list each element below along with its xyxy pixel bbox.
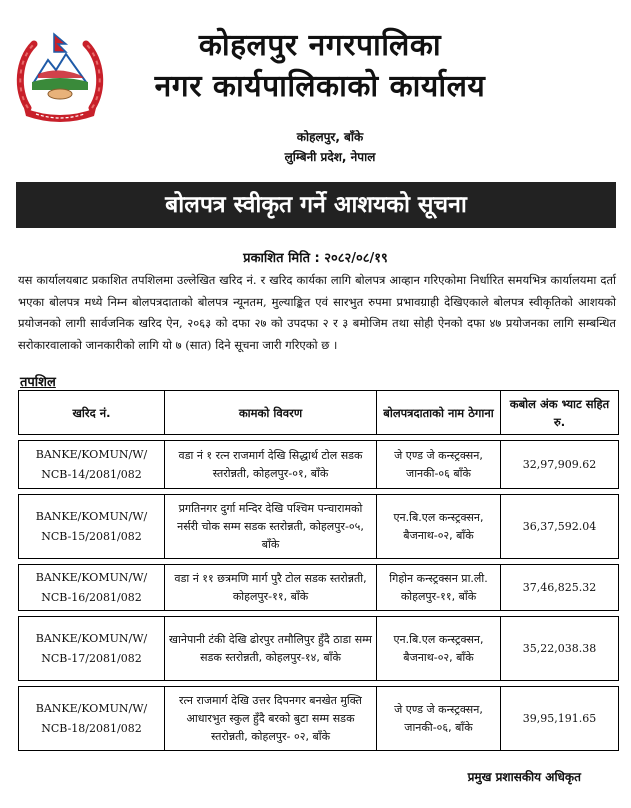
table-row: [19, 617, 619, 681]
table-header-row: [19, 391, 619, 435]
notice-body: यस कार्यालयबाट प्रकाशित तपशिलमा उल्लेखित खरिद नं. र खरिद कार्यका लागि बोलपत्र आव्हान गरिएकोमा निर्धारित समयभित्र कार्यालयमा दर्ता भएका बोलपत्र मध्ये निम्न बोलपत्रदाताको बोलपत्र न्यूनतम, मुल्याङ्कित एवं सारभुत रुपमा प्रभावग्राही देखिएकाले बोलपत्र स्वीकृतिको आशयको प्रयोजनको लागी सार्वजनिक खरिद ऐन, २०६३ को दफा २७ को उपदफा २ र ३ बमोजिम तथा सोही ऐनको दफा ४७ प्रयोजनका लागि सम्बन्धित सरोकारवालाको जानकारीको लागि यो ७ (सात) दिने सूचना जारी गरिएको छ ।: [18, 273, 616, 352]
table-row: [19, 495, 619, 559]
bid-table: [18, 390, 619, 751]
notice-title-banner: बोलपत्र स्वीकृत गर्ने आशयको सूचना: [16, 182, 616, 228]
contract-no: BANKE/KOMUN/W/ NCB-16/2081/082: [19, 565, 165, 611]
bid-amount: 37,46,825.32: [501, 565, 619, 611]
contract-no: BANKE/KOMUN/W/ NCB-17/2081/082: [19, 617, 165, 681]
office-name: नगर कार्यपालिकाको कार्यालय: [154, 69, 486, 104]
work-description: प्रगतिनगर दुर्गा मन्दिर देखि पश्चिम पन्चारामको नर्सरी चोक सम्म सडक स्तरोन्नती, कोहलपुर-०५, बाँके: [165, 495, 377, 559]
work-description: रत्न राजमार्ग देखि उत्तर दिपनगर बनखेत मुक्ति आधारभुत स्कुल हुँदै बरको बुटा सम्म सडक स्तरोन्नती, कोहलपुर- ०२, बाँके: [165, 687, 377, 751]
bidder-name: गिहोन कन्स्ट्रक्सन प्रा.ली. कोहलपुर-११, बाँके: [377, 565, 501, 611]
address-line-1: कोहलपुर, बाँके: [296, 130, 364, 144]
published-date: प्रकाशित मिति : २०८२/०८/१९: [243, 251, 388, 266]
bid-amount: 32,97,909.62: [501, 441, 619, 489]
header-amount: कबोल अंक भ्याट सहित रु.: [501, 391, 619, 435]
bidder-name: जे एण्ड जे कन्स्ट्रक्सन, जानकी-०६, बाँके: [377, 687, 501, 751]
bidder-name: एन.बि.एल कन्स्ट्रक्सन, बैजनाथ-०२, बाँके: [377, 617, 501, 681]
bid-amount: 39,95,191.65: [501, 687, 619, 751]
table-label: तपशिल: [20, 375, 56, 390]
bid-amount: 35,22,038.38: [501, 617, 619, 681]
address-line-2: लुम्बिनी प्रदेश, नेपाल: [284, 150, 376, 164]
contract-no: BANKE/KOMUN/W/ NCB-15/2081/082: [19, 495, 165, 559]
bidder-name: जे एण्ड जे कन्स्ट्रक्सन, जानकी-०६ बाँके: [377, 441, 501, 489]
nepal-emblem-logo: [14, 30, 106, 126]
header-bidder: बोलपत्रदाताको नाम ठेगाना: [377, 391, 501, 435]
header-work-description: कामको विवरण: [165, 391, 377, 435]
contract-no: BANKE/KOMUN/W/ NCB-18/2081/082: [19, 687, 165, 751]
contract-no: BANKE/KOMUN/W/ NCB-14/2081/082: [19, 441, 165, 489]
bid-amount: 36,37,592.04: [501, 495, 619, 559]
work-description: वडा नं ११ छत्रमणि मार्ग पुरै टोल सडक स्तरोन्नती, कोहलपुर-११, बाँके: [165, 565, 377, 611]
work-description: खानेपानी टंकी देखि ढोरपुर तमौलिपुर हुँदै ठाडा सम्म सडक स्तरोन्नती, कोहलपुर-१४, बाँके: [165, 617, 377, 681]
office-header: [110, 26, 530, 108]
bidder-name: एन.बि.एल कन्स्ट्रक्सन, बैजनाथ-०२, बाँके: [377, 495, 501, 559]
municipality-name: कोहलपुर नगरपालिका: [198, 28, 442, 63]
work-description: वडा नं १ रत्न राजमार्ग देखि सिद्धार्थ टोल सडक स्तरोन्नती, कोहलपुर-०१, बाँके: [165, 441, 377, 489]
header-contract-no: खरिद नं.: [19, 391, 165, 435]
signature-designation: प्रमुख प्रशासकीय अधिकृत: [467, 770, 581, 784]
table-row: [19, 565, 619, 611]
table-row: [19, 441, 619, 489]
table-row: [19, 687, 619, 751]
